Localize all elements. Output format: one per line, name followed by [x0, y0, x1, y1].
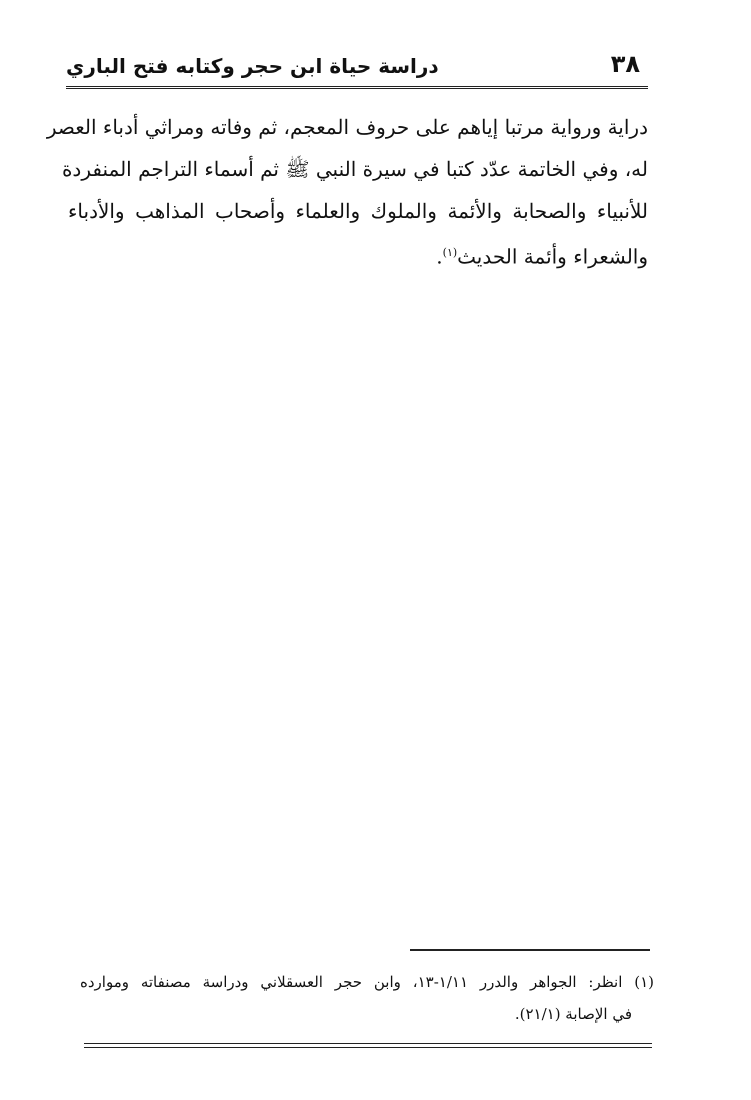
text-line-4-end: .: [436, 244, 443, 269]
main-text: [46, 106, 648, 274]
footnote-line-2: في الإصابة (٢١/١).: [514, 1005, 632, 1023]
page-header: [66, 50, 648, 89]
text-line-4: [68, 232, 648, 274]
text-line-3: للأنبياء والصحابة والأئمة والملوك والعلماء وأصحاب المذاهب والأدباء: [68, 199, 648, 223]
text-line-4-content: والشعراء وأئمة الحديث: [457, 244, 648, 269]
footnotes: [80, 966, 654, 1030]
running-title: دراسة حياة ابن حجر وكتابه فتح الباري: [66, 54, 439, 78]
footnote-line-1: (١) انظر: الجواهر والدرر ١/١١-١٣، وابن حجر العسقلاني ودراسة مصنفاته وموارده: [80, 973, 654, 991]
footnote-reference[interactable]: (١): [442, 246, 458, 259]
text-line-1: دراية ورواية مرتبا إياهم على حروف المعجم، ثم وفاته ومراثي أدباء العصر: [46, 115, 648, 139]
footnote-separator: [410, 949, 650, 951]
page-number: ٣٨: [610, 50, 640, 78]
bottom-rule: [84, 1043, 652, 1048]
text-line-2: له، وفي الخاتمة عدّد كتبا في سيرة النبي ﷺ ثم أسماء التراجم المنفردة: [61, 157, 648, 181]
